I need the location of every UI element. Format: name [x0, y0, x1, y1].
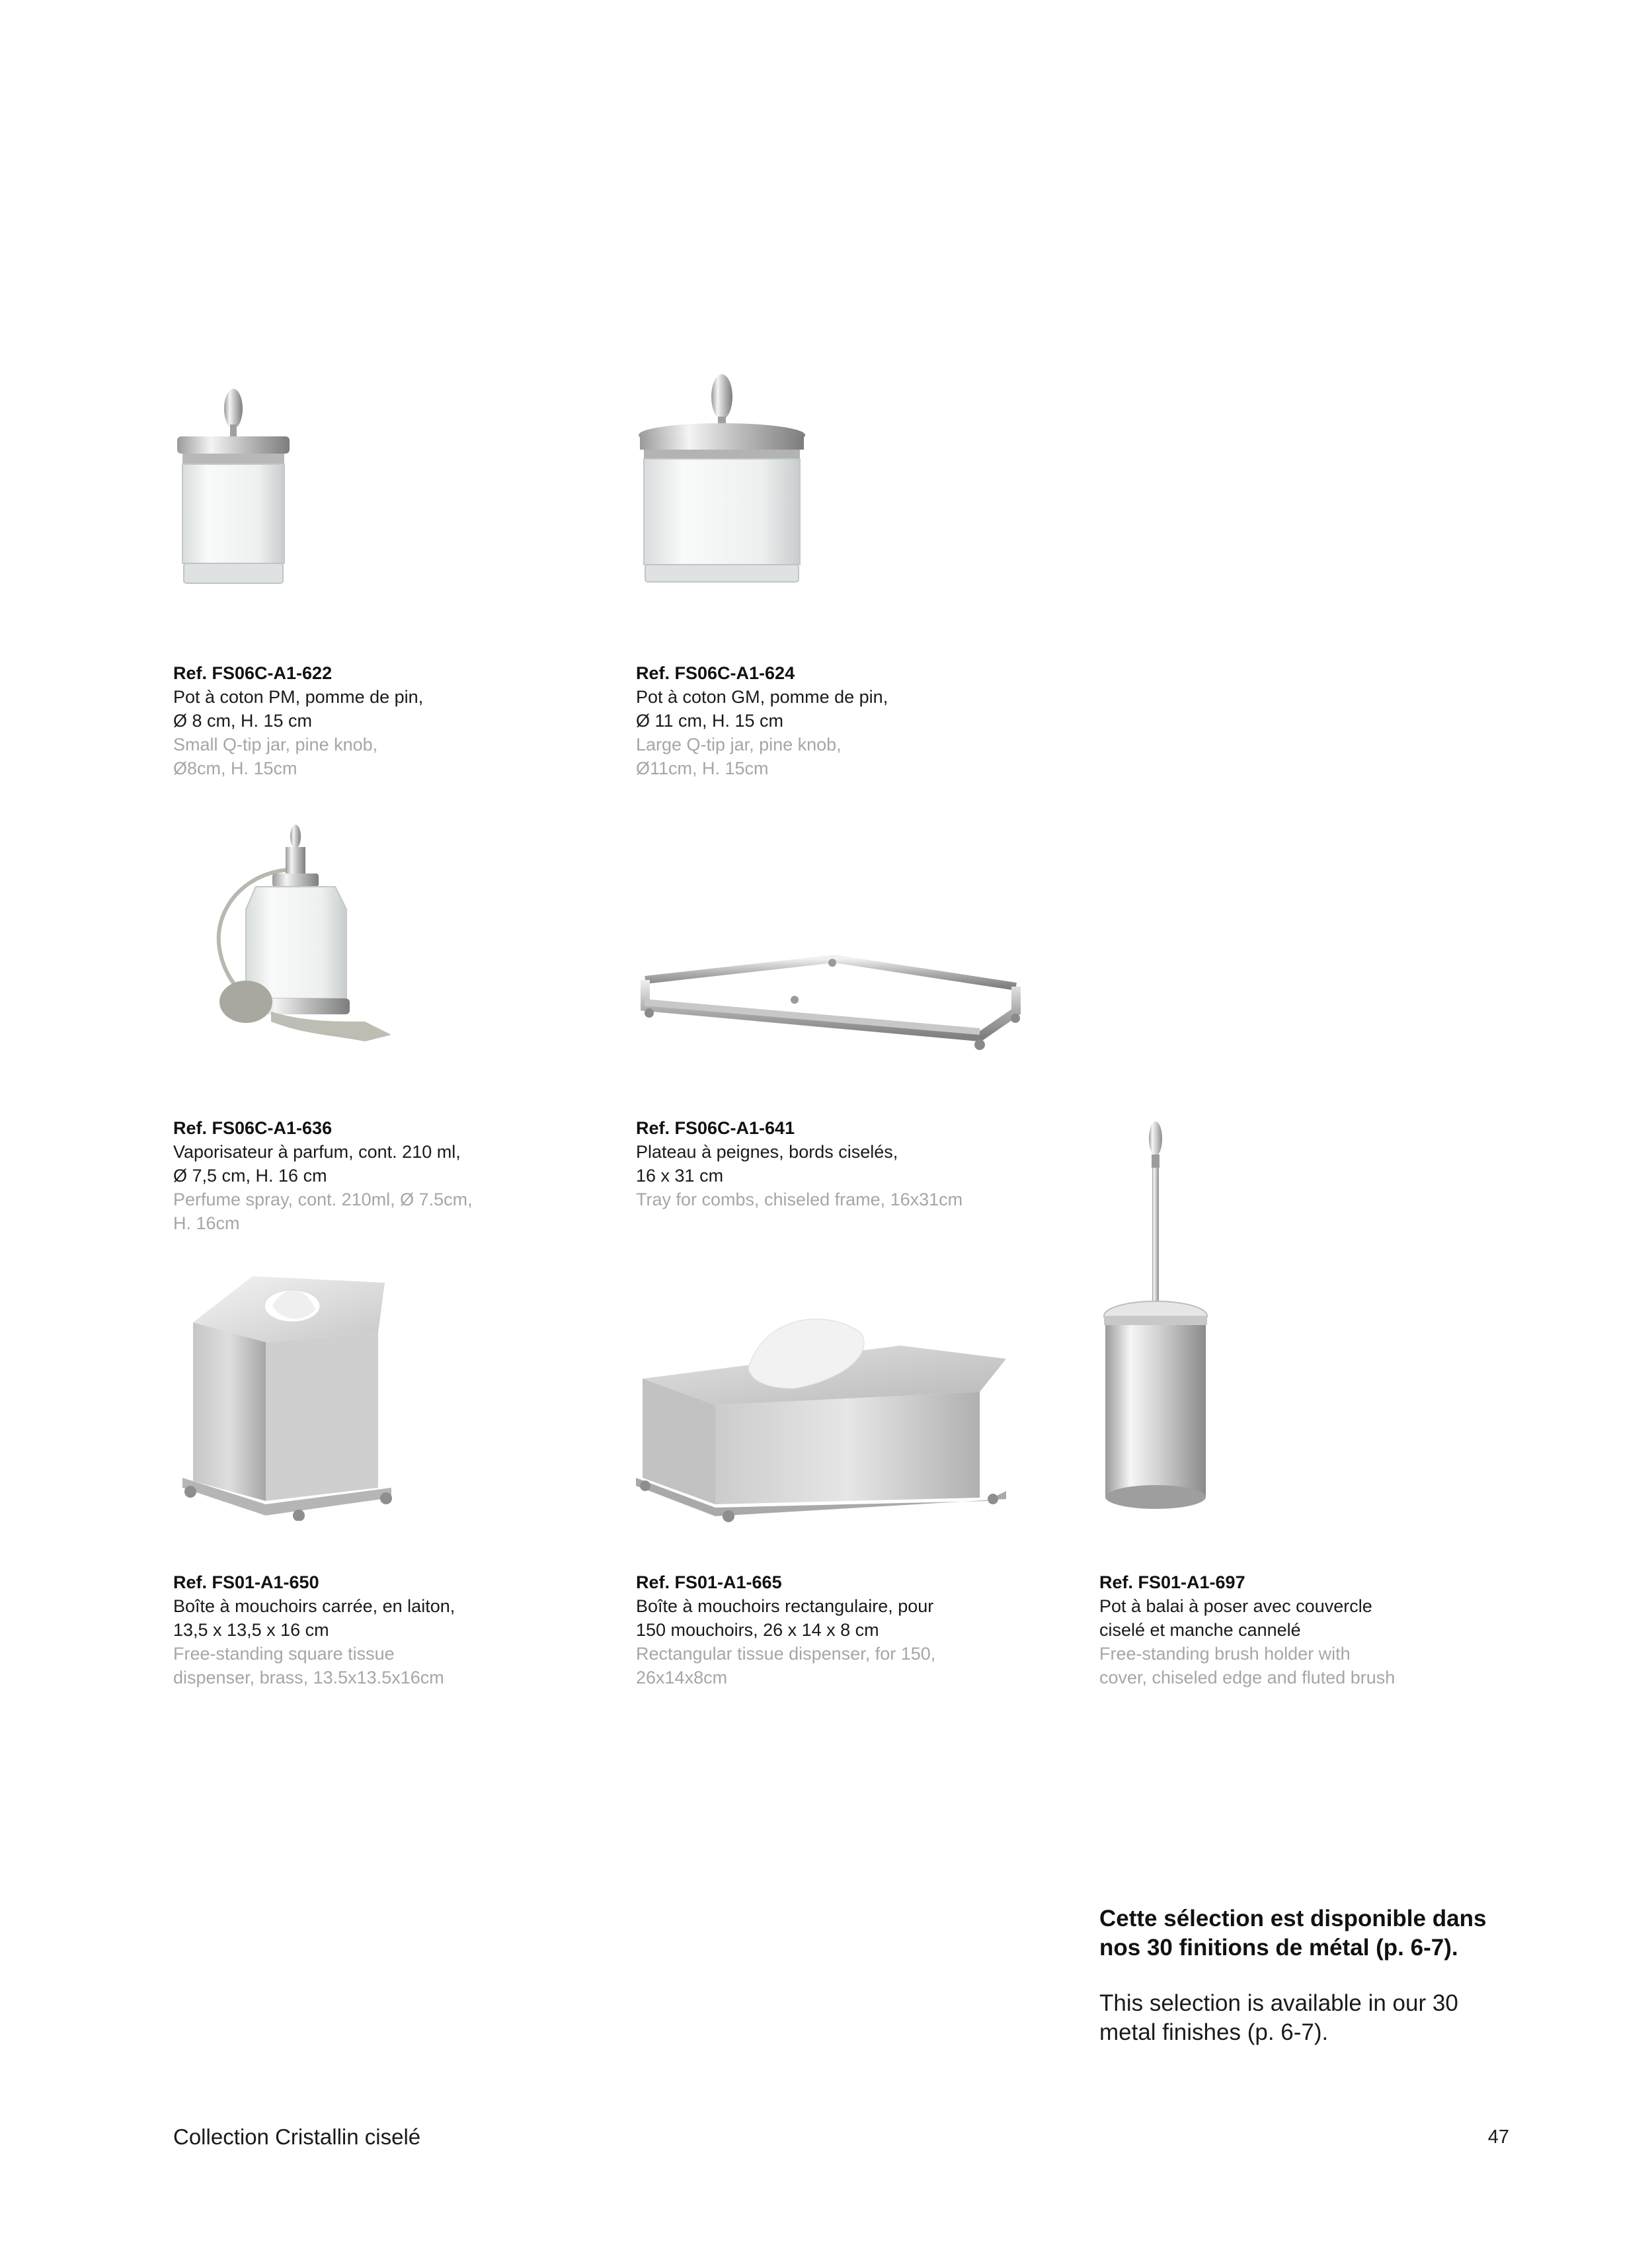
description-en: Rectangular tissue dispenser, for 150,	[636, 1644, 936, 1664]
description-fr: Plateau à peignes, bords ciselés,	[636, 1142, 898, 1162]
square-tissue-box-icon	[173, 1270, 398, 1521]
product-ref: Ref. FS06C-A1-636	[173, 1118, 333, 1138]
description-en: Ø8cm, H. 15cm	[173, 758, 297, 778]
product-ref: Ref. FS01-A1-665	[636, 1572, 782, 1592]
description-en: Ø11cm, H. 15cm	[636, 758, 769, 778]
description-fr: Vaporisateur à parfum, cont. 210 ml,	[173, 1142, 461, 1162]
description-fr: Ø 11 cm, H. 15 cm	[636, 711, 784, 731]
description-en: Small Q-tip jar, pine knob,	[173, 735, 378, 754]
small-jar-icon	[173, 370, 305, 608]
description-fr: Boîte à mouchoirs carrée, en laiton,	[173, 1596, 455, 1616]
product-ref: Ref. FS06C-A1-624	[636, 663, 795, 683]
product-ref: Ref. FS01-A1-697	[1099, 1572, 1245, 1592]
product-ref: Ref. FS01-A1-650	[173, 1572, 319, 1592]
description-fr: Pot à coton PM, pomme de pin,	[173, 687, 424, 707]
rectangular-tissue-box-icon	[636, 1306, 1019, 1524]
caption-fs01-a1-650	[173, 1570, 596, 1689]
description-en: Large Q-tip jar, pine knob,	[636, 735, 842, 754]
brush-holder-icon	[1099, 1117, 1232, 1527]
comb-tray-icon	[636, 939, 1033, 1071]
description-en: Perfume spray, cont. 210ml, Ø 7.5cm,	[173, 1190, 473, 1209]
description-fr: Ø 7,5 cm, H. 16 cm	[173, 1166, 327, 1186]
description-en: cover, chiseled edge and fluted brush	[1099, 1668, 1396, 1687]
description-en: 26x14x8cm	[636, 1668, 728, 1687]
description-fr: ciselé et manche cannelé	[1099, 1620, 1301, 1640]
description-fr: 13,5 x 13,5 x 16 cm	[173, 1620, 329, 1640]
note-fr: Cette sélection est disponible dans nos 30 finitions de métal (p. 6-7).	[1099, 1906, 1487, 1961]
description-en: dispenser, brass, 13.5x13.5x16cm	[173, 1668, 444, 1687]
description-en: H. 16cm	[173, 1213, 240, 1233]
description-fr: 150 mouchoirs, 26 x 14 x 8 cm	[636, 1620, 879, 1640]
caption-fs01-a1-697	[1099, 1570, 1522, 1689]
caption-fs06c-a1-636	[173, 1116, 596, 1235]
caption-fs06c-a1-622	[173, 661, 596, 780]
product-ref: Ref. FS06C-A1-622	[173, 663, 333, 683]
description-en: Tray for combs, chiseled frame, 16x31cm	[636, 1190, 963, 1209]
description-fr: Boîte à mouchoirs rectangulaire, pour	[636, 1596, 934, 1616]
description-fr: 16 x 31 cm	[636, 1166, 724, 1186]
note-en: This selection is available in our 30 metal finishes (p. 6-7).	[1099, 1990, 1458, 2045]
description-en: Free-standing brush holder with	[1099, 1644, 1351, 1664]
caption-fs06c-a1-624	[636, 661, 1059, 780]
description-fr: Pot à balai à poser avec couvercle	[1099, 1596, 1372, 1616]
caption-fs01-a1-665	[636, 1570, 1059, 1689]
description-fr: Ø 8 cm, H. 15 cm	[173, 711, 313, 731]
large-jar-icon	[636, 370, 808, 608]
caption-fs06c-a1-641	[636, 1116, 1059, 1211]
finishes-note	[1099, 1904, 1575, 2047]
product-ref: Ref. FS06C-A1-641	[636, 1118, 795, 1138]
description-en: Free-standing square tissue	[173, 1644, 395, 1664]
description-fr: Pot à coton GM, pomme de pin,	[636, 687, 888, 707]
page-number: 47	[1487, 2126, 1509, 2148]
perfume-spray-icon	[173, 823, 398, 1074]
collection-title: Collection Cristallin ciselé	[173, 2125, 421, 2149]
